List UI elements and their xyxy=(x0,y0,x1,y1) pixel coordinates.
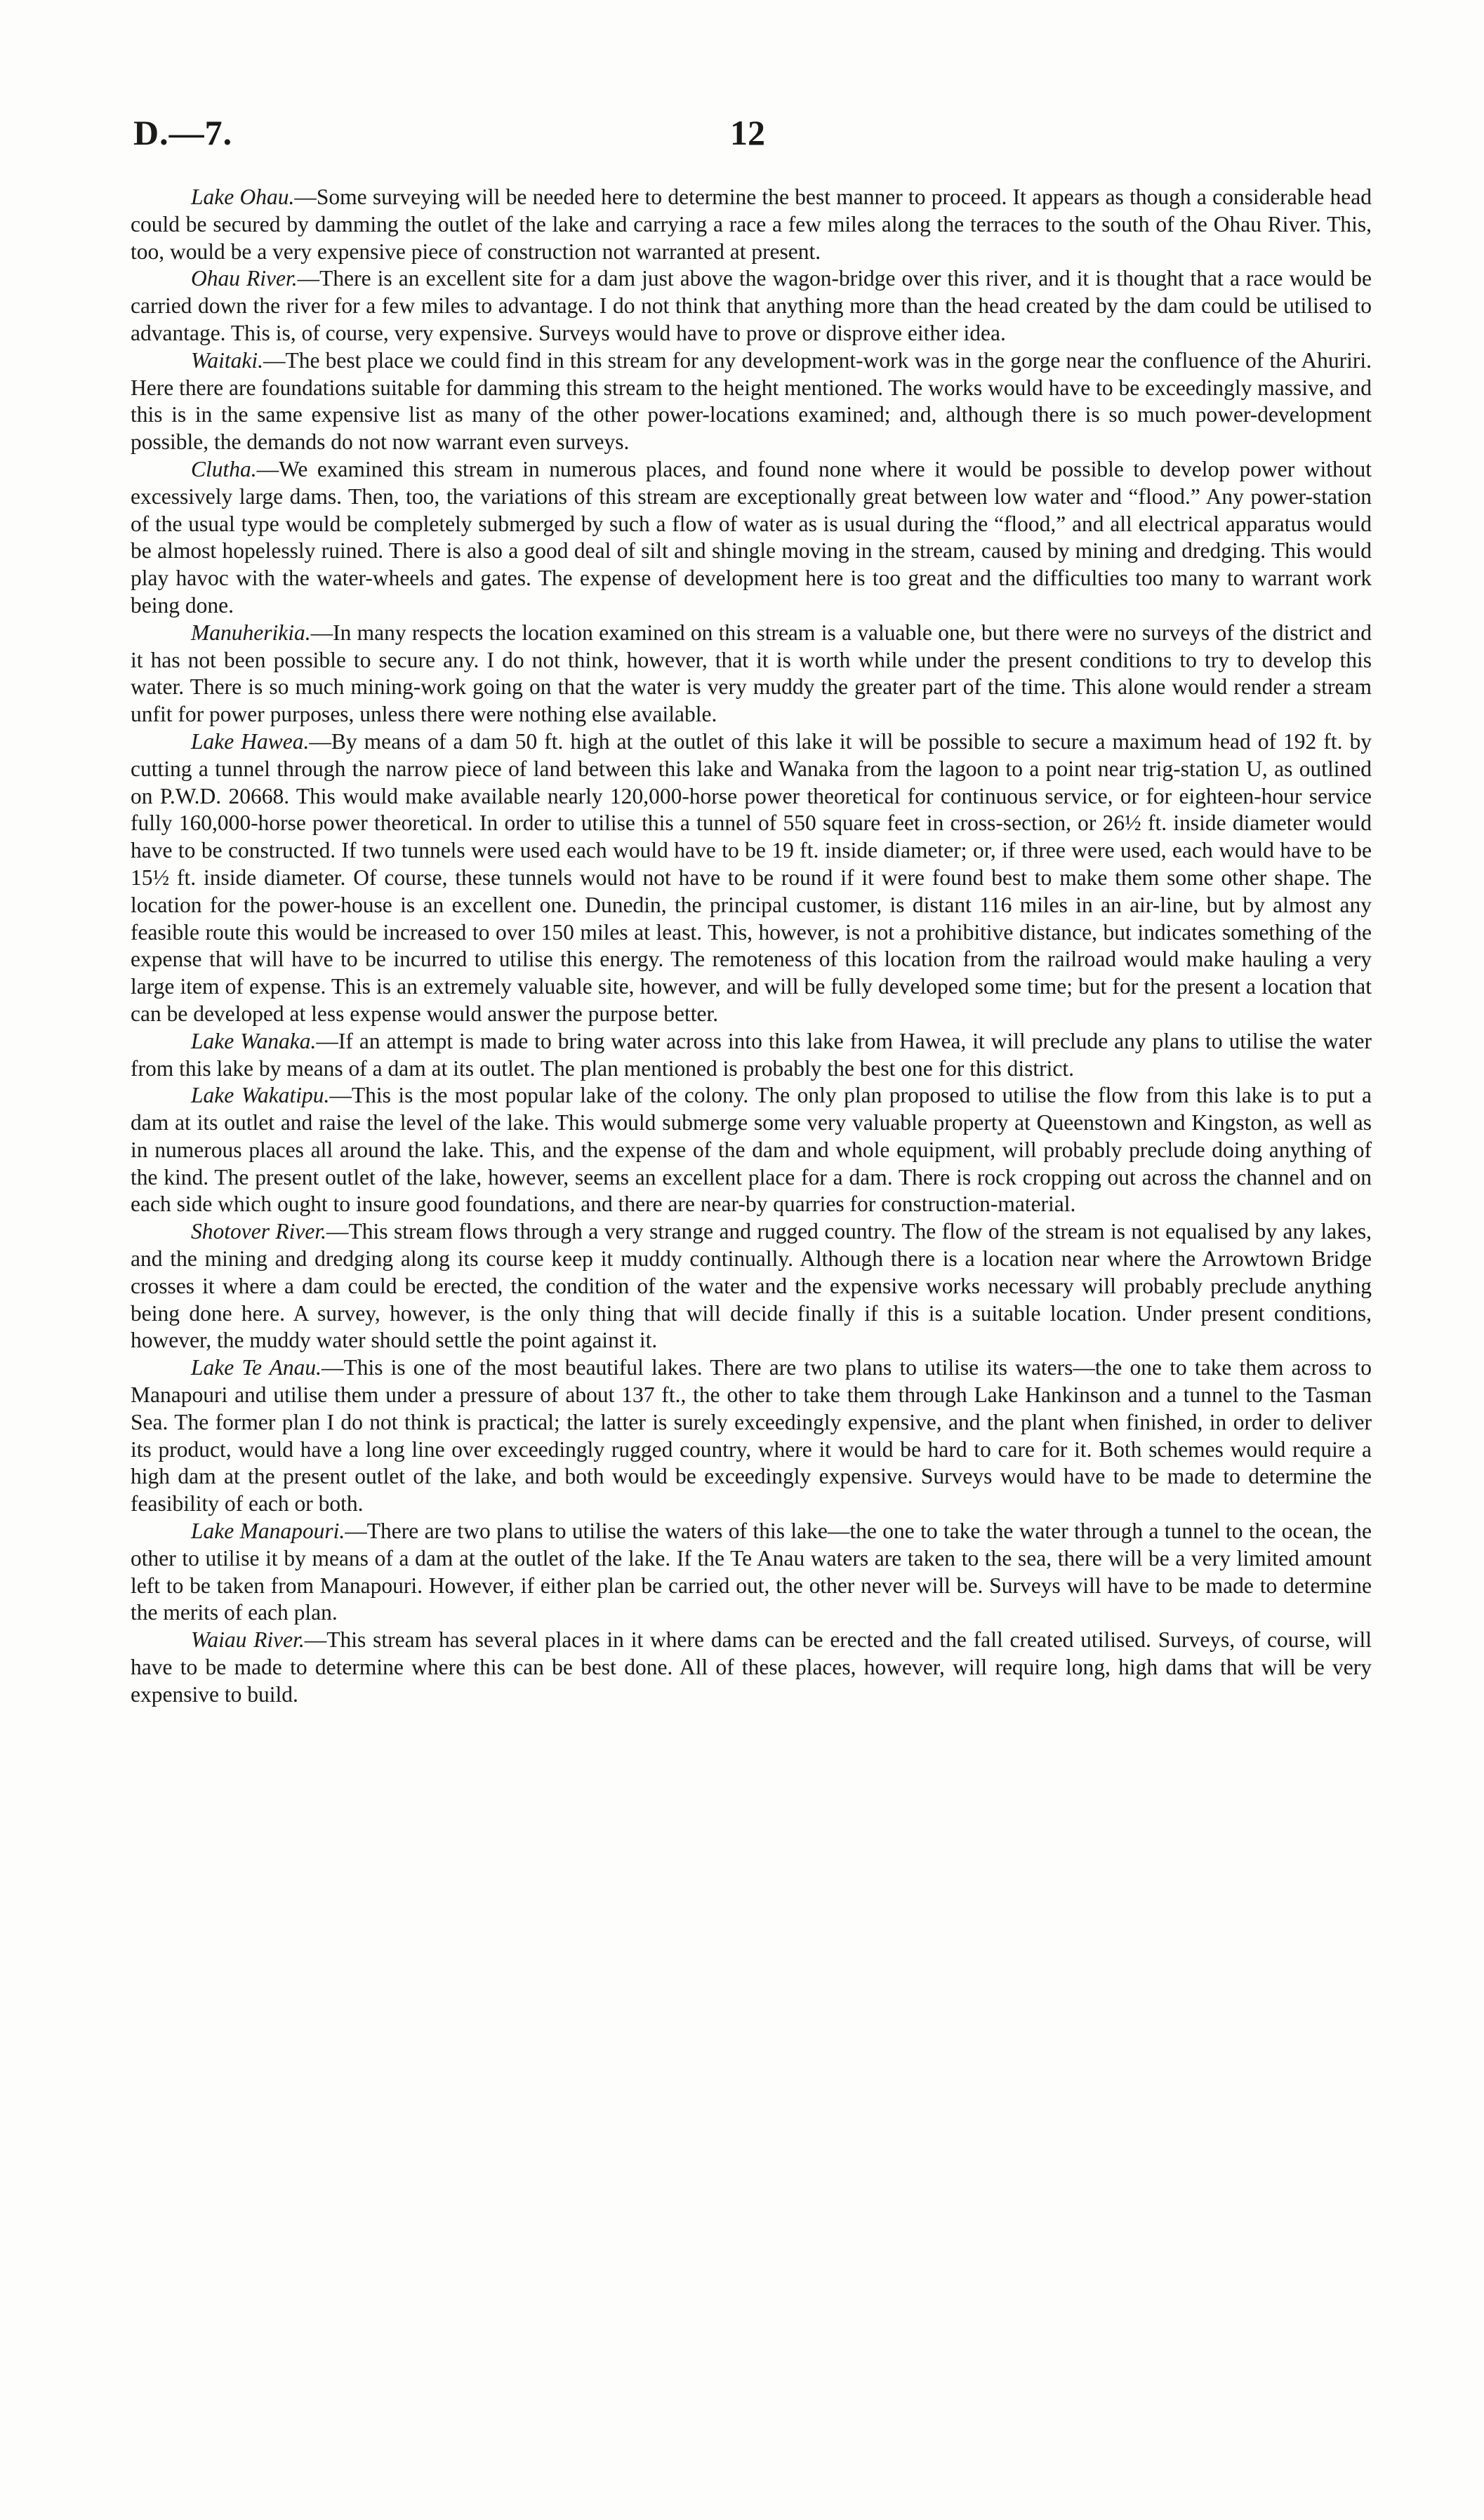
paragraph-text: —This stream flows through a very strange and rugged country. The flow of the stream is not equalised by any lakes, and the mining and dredging along its course keep it muddy continually. Although there is a location near where the Arrowtown Bridge crosses it where a dam could be erected, the condition of the water and the expensive works necessary will probably preclude anything being done here. A survey, however, is the only thing that will decide finally if this is a suitable location. Under present conditions, however, the muddy water should settle the point against it. xyxy=(131,1219,1372,1353)
paragraph-heading: Shotover River. xyxy=(191,1219,327,1244)
paragraph-heading: Lake Manapouri. xyxy=(191,1519,345,1544)
paragraph-heading: Waitaki. xyxy=(191,347,263,373)
paragraph-waitaki xyxy=(131,347,1372,456)
paragraph-heading: Clutha. xyxy=(191,456,257,481)
paragraph-clutha xyxy=(131,456,1372,620)
paragraph-ohau-river xyxy=(131,265,1372,347)
paragraph-text: —Some surveying will be needed here to determine the best manner to proceed. It appears as though a considerable head could be secured by damming the outlet of the lake and carrying a race a few miles along the terraces to the south of the Ohau River. This, too, would be a very expensive piece of construction not warranted at present. xyxy=(131,185,1372,264)
document-reference: D.—7. xyxy=(133,113,233,152)
paragraph-heading: Manuherikia. xyxy=(191,620,311,645)
paragraph-lake-wakatipu xyxy=(131,1082,1372,1218)
paragraph-lake-manapouri xyxy=(131,1518,1372,1627)
paragraph-heading: Lake Wakatipu. xyxy=(191,1083,330,1108)
paragraph-text: —We examined this stream in numerous places, and found none where it would be possible to develop power without excessively large dams. Then, too, the variations of this stream are exceptionally great between low water and “flood.” Any power-station of the usual type would be completely submerged by such a flow of water as is usual during the “flood,” and all electrical apparatus would be almost hopelessly ruined. There is also a good deal of silt and shingle moving in the stream, caused by mining and dredging. This would play havoc with the water-wheels and gates. The expense of development here is too great and the difficulties too many to warrant work being done. xyxy=(131,456,1372,618)
paragraph-shotover-river xyxy=(131,1218,1372,1354)
paragraph-heading: Lake Te Anau. xyxy=(191,1355,322,1380)
body-text xyxy=(131,184,1372,1709)
paragraph-manuherikia xyxy=(131,620,1372,728)
paragraph-text: —This stream has several places in it where dams can be erected and the fall created utilised. Surveys, of course, will have to be made to determine where this can be best done. All of these places, however, will require long, high dams that will be very expensive to build. xyxy=(131,1627,1372,1707)
paragraph-text: —This is one of the most beautiful lakes. There are two plans to utilise its waters—the one to take them across to Manapouri and utilise them under a pressure of about 137 ft., the other to take them through Lake Hankinson and a tunnel to the Tasman Sea. The former plan I do not think is practical; the latter is surely exceedingly expensive, and the plant when finished, in order to deliver its product, would have a long line over exceedingly rugged country, where it would be hard to care for it. Both schemes would require a high dam at the present outlet of the lake, and both would be exceedingly expensive. Surveys would have to be made to determine the feasibility of each or both. xyxy=(131,1355,1372,1516)
paragraph-heading: Lake Hawea. xyxy=(191,728,310,754)
paragraph-heading: Ohau River. xyxy=(191,266,298,291)
paragraph-lake-ohau xyxy=(131,184,1372,265)
paragraph-lake-wanaka xyxy=(131,1028,1372,1083)
paragraph-text: —In many respects the location examined on this stream is a valuable one, but there were no surveys of the district and it has not been possible to secure any. I do not think, however, that it is worth while under the present conditions to try to develop this water. There is so much mining-work going on that the water is very muddy the greater part of the time. This alone would render a stream unfit for power purposes, unless there were nothing else available. xyxy=(131,620,1372,727)
paragraph-heading: Lake Ohau. xyxy=(191,185,295,209)
page-number: 12 xyxy=(730,113,765,152)
paragraph-text: —There are two plans to utilise the waters of this lake—the one to take the water through a tunnel to the ocean, the other to utilise it by means of a dam at the outlet of the lake. If the Te Anau waters are taken to the sea, there will be a very limited amount left to be taken from Manapouri. However, if either plan be carried out, the other never will be. Surveys will have to be made to determine the merits of each plan. xyxy=(131,1519,1372,1625)
page-header xyxy=(133,112,1369,168)
paragraph-lake-te-anau xyxy=(131,1354,1372,1518)
paragraph-heading: Lake Wanaka. xyxy=(191,1028,317,1053)
paragraph-text: —The best place we could find in this stream for any development-work was in the gorge near the confluence of the Ahuriri. Here there are foundations suitable for damming this stream to the height mentioned. The works would have to be exceedingly massive, and this is in the same expensive list as many of the other power-locations examined; and, although there is so much power-development possible, the demands do not now warrant even surveys. xyxy=(131,347,1372,455)
paragraph-lake-hawea xyxy=(131,728,1372,1028)
paragraph-heading: Waiau River. xyxy=(191,1627,305,1653)
paragraph-waiau-river xyxy=(131,1627,1372,1708)
paragraph-text: —If an attempt is made to bring water across into this lake from Hawea, it will preclude any plans to utilise the water from this lake by means of a dam at its outlet. The plan mentioned is probably the best one for this district. xyxy=(131,1028,1372,1081)
paragraph-text: —By means of a dam 50 ft. high at the outlet of this lake it will be possible to secure a maximum head of 192 ft. by cutting a tunnel through the narrow piece of land between this lake and Wanaka from the lagoon to a point near trig-station U, as outlined on P.W.D. 20668. This would make available nearly 120,000-horse power theoretical for continuous service, or for eighteen-hour service fully 160,000-horse power theoretical. In order to utilise this a tunnel of 550 square feet in cross-section, or 26½ ft. inside diameter would have to be constructed. If two tunnels were used each would have to be 19 ft. inside diameter; or, if three were used, each would have to be 15½ ft. inside diameter. Of course, these tunnels would not have to be round if it were found best to make them some other shape. The location for the power-house is an excellent one. Dunedin, the principal customer, is distant 116 miles in an air-line, but by almost any feasible route this would be increased to over 150 miles at least. This, however, is not a prohibitive distance, but indicates something of the expense that will have to be incurred to utilise this energy. The remoteness of this location from the railroad would make hauling a very large item of expense. This is an extremely valuable site, however, and will be fully developed some time; but for the present a location that can be developed at less expense would answer the purpose better. xyxy=(131,728,1372,1026)
paragraph-text: —This is the most popular lake of the colony. The only plan proposed to utilise the flow from this lake is to put a dam at its outlet and raise the level of the lake. This would submerge some very valuable property at Queenstown and Kingston, as well as in numerous places all around the lake. This, and the expense of the dam and whole equipment, will probably preclude doing anything of the kind. The present outlet of the lake, however, seems an excellent place for a dam. There is rock cropping out across the channel and on each side which ought to insure good foundations, and there are near-by quarries for construction-material. xyxy=(131,1083,1372,1217)
paragraph-text: —There is an excellent site for a dam just above the wagon-bridge over this river, and it is thought that a race would be carried down the river for a few miles to advantage. I do not think that anything more than the head created by the dam could be utilised to advantage. This is, of course, very expensive. Surveys would have to prove or disprove either idea. xyxy=(131,266,1372,345)
